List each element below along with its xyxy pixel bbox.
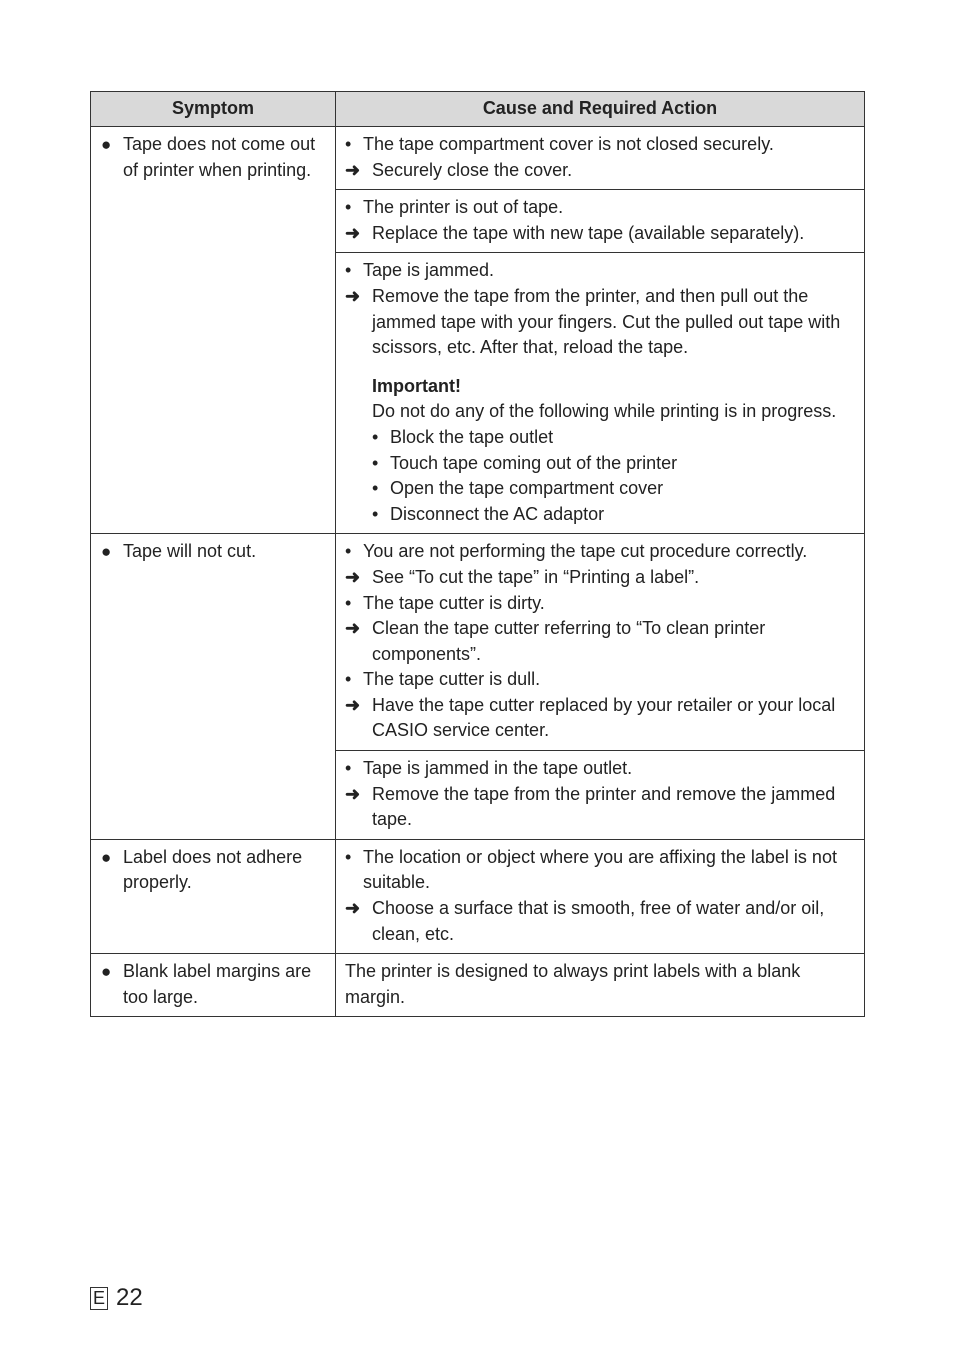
bullet-icon: • <box>345 134 352 154</box>
cause-text: The tape cutter is dull. <box>363 669 541 690</box>
table-row <box>91 954 865 1017</box>
cause-cell <box>336 534 865 751</box>
header-symptom: Symptom <box>91 92 336 127</box>
list-item <box>372 451 856 477</box>
page-footer <box>90 1284 143 1312</box>
action-text: Securely close the cover. <box>372 159 573 180</box>
table-row <box>91 534 865 751</box>
page-number: 22 <box>116 1284 143 1311</box>
symptom-cell <box>91 534 336 840</box>
symptom-cell <box>91 839 336 953</box>
symptom-text: Blank label margins are too large. <box>123 961 312 1007</box>
cause-text: You are not performing the tape cut procedure correctly. <box>363 541 808 562</box>
symptom-cell <box>91 954 336 1017</box>
symptom-cell <box>91 127 336 534</box>
bullet-icon: • <box>345 260 352 281</box>
cause-text: The location or object where you are affixing the label is not suitable. <box>363 846 837 893</box>
bullet-icon: • <box>345 669 352 690</box>
table-row <box>91 839 865 953</box>
important-note <box>345 374 856 528</box>
bullet-dot-icon: ● <box>101 847 112 867</box>
list-item-text: Disconnect the AC adaptor <box>390 503 605 524</box>
table-row <box>91 127 865 190</box>
bullet-dot-icon: ● <box>101 962 112 982</box>
arrow-right-icon: ➜ <box>345 694 361 715</box>
list-item-text: Open the tape compartment cover <box>390 478 664 499</box>
cause-cell <box>336 127 865 190</box>
cause-text: Tape is jammed. <box>363 260 495 281</box>
bullet-icon: • <box>345 592 352 613</box>
important-text: Do not do any of the following while printing is in progress. <box>372 401 837 422</box>
table-header-row <box>91 92 865 127</box>
action-text: Clean the tape cutter referring to “To clean printer components”. <box>372 618 766 664</box>
bullet-icon: • <box>345 541 352 562</box>
bullet-dot-icon: ● <box>101 542 112 562</box>
symptom-text: Tape will not cut. <box>123 541 257 562</box>
action-text: Remove the tape from the printer, and then pull out the jammed tape with your fingers. Cut the pulled out tape with scissors, etc. After that, reload the tape. <box>372 285 841 358</box>
arrow-right-icon: ➜ <box>345 285 361 306</box>
action-text: Have the tape cutter replaced by your retailer or your local CASIO service center. <box>372 694 836 741</box>
note-text: The printer is designed to always print labels with a blank margin. <box>345 961 801 1007</box>
header-cause-action: Cause and Required Action <box>336 92 865 127</box>
cause-text: The tape compartment cover is not closed securely. <box>363 134 774 154</box>
language-badge: E <box>90 1287 108 1310</box>
bullet-icon: • <box>372 503 379 524</box>
list-item <box>372 502 856 528</box>
arrow-right-icon: ➜ <box>345 159 361 180</box>
symptom-text: Tape does not come out of printer when printing. <box>123 134 316 180</box>
cause-text: Tape is jammed in the tape outlet. <box>363 758 633 779</box>
list-item <box>372 476 856 502</box>
arrow-right-icon: ➜ <box>345 566 361 587</box>
list-item-text: Block the tape outlet <box>390 426 554 447</box>
cause-cell <box>336 190 865 253</box>
arrow-right-icon: ➜ <box>345 783 361 804</box>
bullet-icon: • <box>372 478 379 499</box>
list-item-text: Touch tape coming out of the printer <box>390 452 678 473</box>
bullet-icon: • <box>372 452 379 473</box>
arrow-right-icon: ➜ <box>345 618 361 639</box>
troubleshooting-table <box>90 91 865 1017</box>
important-title: Important! <box>372 375 461 396</box>
symptom-text: Label does not adhere properly. <box>123 846 303 893</box>
action-text: Choose a surface that is smooth, free of water and/or oil, clean, etc. <box>372 898 825 944</box>
cause-cell <box>336 751 865 840</box>
action-text: See “To cut the tape” in “Printing a label”. <box>372 566 700 587</box>
cause-cell <box>336 839 865 953</box>
bullet-icon: • <box>345 758 352 779</box>
cause-text: The tape cutter is dirty. <box>363 592 545 613</box>
action-text: Remove the tape from the printer and remove the jammed tape. <box>372 783 836 830</box>
action-text: Replace the tape with new tape (available separately). <box>372 222 805 243</box>
bullet-icon: • <box>372 426 379 447</box>
bullet-icon: • <box>345 846 352 867</box>
bullet-dot-icon: ● <box>101 135 112 154</box>
arrow-right-icon: ➜ <box>345 898 361 919</box>
cause-cell <box>336 954 865 1017</box>
bullet-icon: • <box>345 197 352 218</box>
arrow-right-icon: ➜ <box>345 222 361 243</box>
list-item <box>372 425 856 451</box>
cause-cell <box>336 253 865 534</box>
cause-text: The printer is out of tape. <box>363 197 564 218</box>
